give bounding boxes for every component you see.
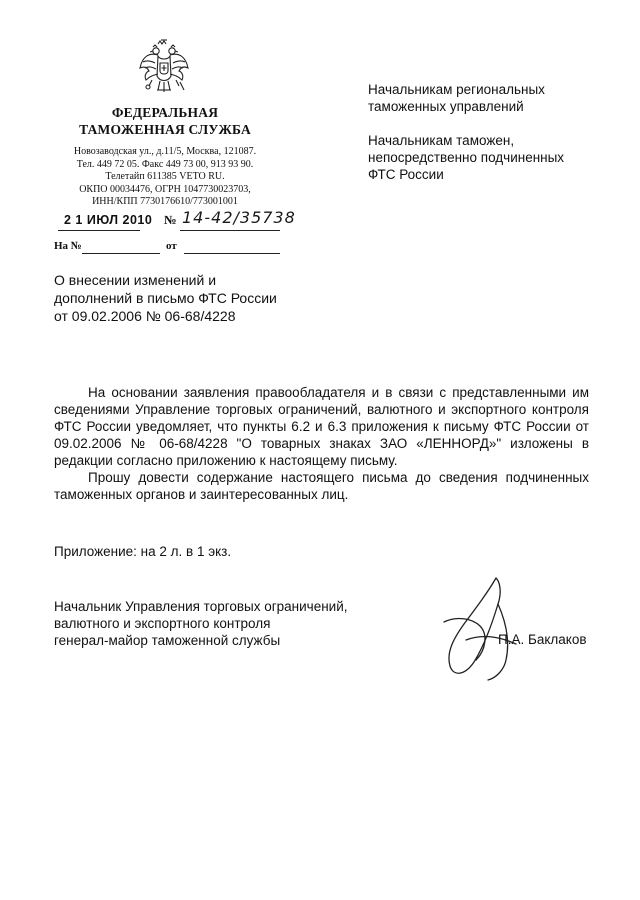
agency-name-line: ФЕДЕРАЛЬНАЯ <box>111 105 219 120</box>
registration-date: 2 1 ИЮЛ 2010 <box>64 213 153 227</box>
addressee-customs <box>368 132 628 183</box>
signer-title <box>54 598 384 649</box>
agency-name-line: ТАМОЖЕННАЯ СЛУЖБА <box>79 122 251 137</box>
registration-number: 14-42/35738 <box>182 208 296 227</box>
reference-number-blank <box>82 253 160 254</box>
reference-date-blank <box>184 253 280 254</box>
signer-name: П.А. Баклаков <box>498 632 587 647</box>
subject-line: от 09.02.2006 № 06-68/4228 <box>54 308 236 324</box>
body-paragraph: Прошу довести содержание настоящего письма до сведения подчиненных таможенных органов и заинтересованных лиц. <box>54 470 589 502</box>
signer-title-line: валютного и экспортного контроля <box>54 616 271 631</box>
addressee-line: Начальникам таможен, <box>368 133 515 148</box>
subject-line: О внесении изменений и <box>54 272 217 288</box>
contact-line: Телетайп 611385 VETO RU. <box>105 171 225 182</box>
addressee-line: непосредственно подчиненных <box>368 150 565 165</box>
addressee-block <box>368 81 628 200</box>
handwritten-signature-icon <box>436 574 546 684</box>
addressee-regional <box>368 81 628 115</box>
signer-title-line: Начальник Управления торговых ограничений, <box>54 599 348 614</box>
letter-body <box>54 384 589 503</box>
letter-subject <box>54 271 354 325</box>
contact-line: ИНН/КПП 7730176610/773001001 <box>92 196 238 207</box>
reference-number-label: На № <box>54 240 82 252</box>
addressee-line: Начальникам региональных <box>368 82 545 97</box>
agency-name <box>40 104 290 138</box>
contact-line: ОКПО 00034476, ОГРН 1047730023703, <box>79 183 251 195</box>
number-underline <box>180 230 280 231</box>
number-label: № <box>164 213 177 227</box>
subject-line: дополнений в письмо ФТС России <box>54 290 277 306</box>
coat-of-arms-icon <box>138 38 190 96</box>
signer-title-line: генерал-майор таможенной службы <box>54 633 281 648</box>
attachment-note: Приложение: на 2 л. в 1 экз. <box>54 544 232 559</box>
body-paragraph: На основании заявления правообладателя и в связи с представленными им сведениями Управление торговых ограничений, валютного и экспортного контроля ФТС России уведомляет, что пункты 6.2 и 6.3 приложения к письму ФТС России от 09.02.2006 № 06-68/4228 "О товарных знаках ЗАО «ЛЕННОРД»" изложены в редакции согласно приложению к настоящему письму. <box>54 385 589 468</box>
agency-contacts <box>40 146 290 209</box>
contact-line: Тел. 449 72 05. Факс 449 73 00, 913 93 90. <box>76 158 254 170</box>
date-underline <box>58 230 140 231</box>
contact-line: Новозаводская ул., д.11/5, Москва, 121087. <box>73 146 257 157</box>
reference-date-label: от <box>166 240 177 252</box>
addressee-line: таможенных управлений <box>368 99 524 114</box>
addressee-line: ФТС России <box>368 167 444 182</box>
